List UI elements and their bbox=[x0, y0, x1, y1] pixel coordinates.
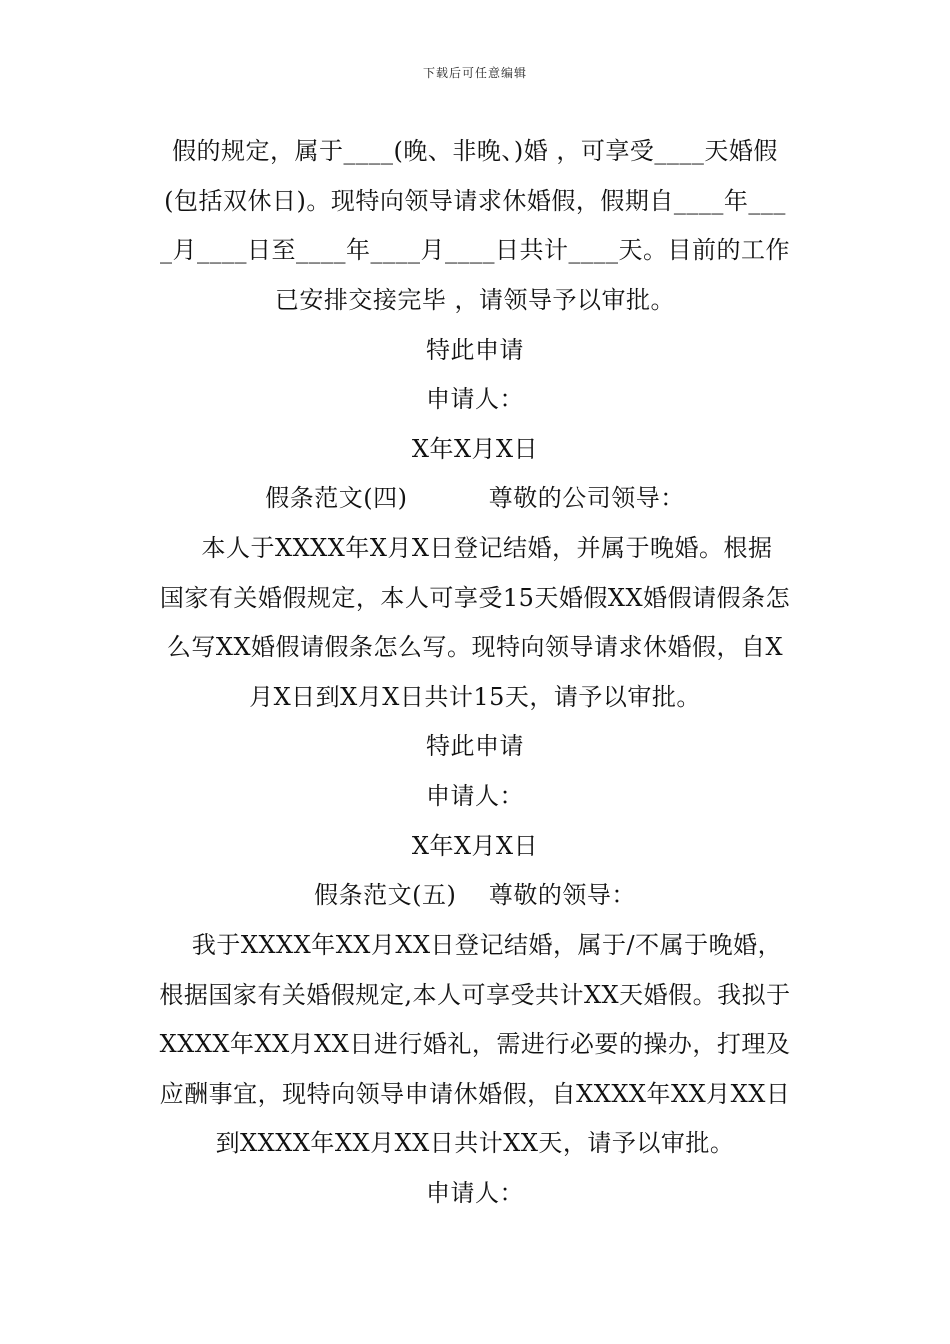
text-line: 应酬事宜，现特向领导申请休婚假，自XXXX年XX月XX日 bbox=[159, 1080, 791, 1108]
text-line: 国家有关婚假规定，本人可享受15天婚假XX婚假请假条怎 bbox=[159, 584, 791, 612]
text-line: _月____日至____年____月____日共计____天。目前的工作 bbox=[160, 236, 790, 264]
applicant-label: 申请人： bbox=[426, 1179, 524, 1207]
applicant-label: 申请人： bbox=[426, 385, 524, 413]
text-line: XXXX年XX月XX日进行婚礼，需进行必要的操办，打理及 bbox=[159, 1030, 791, 1058]
text-line: 根据国家有关婚假规定,本人可享受共计XX天婚假。我拟于 bbox=[159, 981, 791, 1009]
text-line: 么写XX婚假请假条怎么写。现特向领导请求休婚假，自X bbox=[166, 633, 784, 661]
section-heading: 假条范文(五) 尊敬的领导： bbox=[314, 881, 636, 909]
text-line: (包括双休日)。现特向领导请求休婚假，假期自____年___ bbox=[164, 187, 786, 215]
text-line: 已安排交接完毕 ，请领导予以审批。 bbox=[274, 286, 676, 314]
closing-text: 特此申请 bbox=[426, 732, 524, 760]
text-line: 到XXXX年XX月XX日共计XX天，请予以审批。 bbox=[215, 1129, 735, 1157]
date-line: X年X月X日 bbox=[411, 435, 539, 463]
page-header: 下载后可任意编辑 bbox=[422, 66, 527, 80]
text-line: 我于XXXX年XX月XX日登记结婚，属于/不属于晚婚， bbox=[191, 931, 783, 959]
date-line: X年X月X日 bbox=[411, 832, 539, 860]
applicant-label: 申请人： bbox=[426, 782, 524, 810]
closing-text: 特此申请 bbox=[426, 336, 524, 364]
text-line: 假的规定，属于____(晚、非晚、)婚 ，可享受____天婚假 bbox=[172, 137, 778, 165]
text-line: 月X日到X月X日共计15天，请予以审批。 bbox=[249, 683, 701, 711]
text-line: 本人于XXXX年X月X日登记结婚，并属于晚婚。根据 bbox=[201, 534, 773, 562]
section-heading: 假条范文(四) 尊敬的公司领导： bbox=[265, 484, 685, 512]
